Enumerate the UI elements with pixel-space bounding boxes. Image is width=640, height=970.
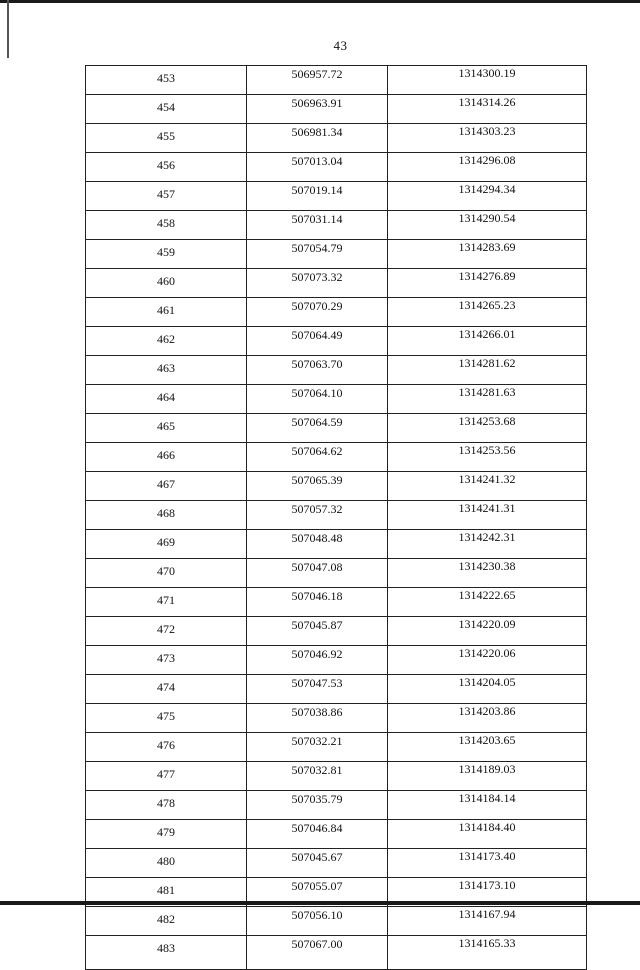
table-row xyxy=(86,733,587,762)
point-number-cell: 459 xyxy=(86,240,247,269)
table-row xyxy=(86,472,587,501)
x-coordinate-cell: 507032.21 xyxy=(247,733,388,762)
x-coordinate-cell: 507070.29 xyxy=(247,298,388,327)
coordinates-table xyxy=(85,65,587,970)
table-row xyxy=(86,646,587,675)
point-number-cell: 469 xyxy=(86,530,247,559)
point-number-cell: 454 xyxy=(86,95,247,124)
x-coordinate-cell: 507019.14 xyxy=(247,182,388,211)
x-coordinate-cell: 507067.00 xyxy=(247,936,388,970)
y-coordinate-cell: 1314296.08 xyxy=(388,153,587,182)
y-coordinate-cell: 1314294.34 xyxy=(388,182,587,211)
y-coordinate-cell: 1314281.63 xyxy=(388,385,587,414)
y-coordinate-cell: 1314253.68 xyxy=(388,414,587,443)
table-row xyxy=(86,182,587,211)
point-number-cell: 480 xyxy=(86,849,247,878)
y-coordinate-cell: 1314241.31 xyxy=(388,501,587,530)
point-number-cell: 473 xyxy=(86,646,247,675)
x-coordinate-cell: 507013.04 xyxy=(247,153,388,182)
table-row xyxy=(86,385,587,414)
table-row xyxy=(86,153,587,182)
table-row xyxy=(86,820,587,849)
point-number-cell: 479 xyxy=(86,820,247,849)
x-coordinate-cell: 507047.53 xyxy=(247,675,388,704)
table-row xyxy=(86,530,587,559)
y-coordinate-cell: 1314242.31 xyxy=(388,530,587,559)
x-coordinate-cell: 507047.08 xyxy=(247,559,388,588)
x-coordinate-cell: 507035.79 xyxy=(247,791,388,820)
point-number-cell: 453 xyxy=(86,66,247,95)
y-coordinate-cell: 1314241.32 xyxy=(388,472,587,501)
point-number-cell: 466 xyxy=(86,443,247,472)
table-row xyxy=(86,704,587,733)
top-scan-border xyxy=(0,0,640,3)
x-coordinate-cell: 507046.84 xyxy=(247,820,388,849)
page-number: 43 xyxy=(333,38,348,53)
y-coordinate-cell: 1314222.65 xyxy=(388,588,587,617)
point-number-cell: 464 xyxy=(86,385,247,414)
y-coordinate-cell: 1314203.65 xyxy=(388,733,587,762)
x-coordinate-cell: 507054.79 xyxy=(247,240,388,269)
point-number-cell: 478 xyxy=(86,791,247,820)
x-coordinate-cell: 507055.07 xyxy=(247,878,388,907)
table-row xyxy=(86,588,587,617)
x-coordinate-cell: 507045.87 xyxy=(247,617,388,646)
table-row xyxy=(86,443,587,472)
point-number-cell: 471 xyxy=(86,588,247,617)
table-row xyxy=(86,356,587,385)
point-number-cell: 462 xyxy=(86,327,247,356)
coordinates-table-body xyxy=(86,66,587,970)
point-number-cell: 463 xyxy=(86,356,247,385)
x-coordinate-cell: 507064.10 xyxy=(247,385,388,414)
point-number-cell: 457 xyxy=(86,182,247,211)
x-coordinate-cell: 506963.91 xyxy=(247,95,388,124)
x-coordinate-cell: 507056.10 xyxy=(247,907,388,936)
table-row xyxy=(86,95,587,124)
x-coordinate-cell: 507046.18 xyxy=(247,588,388,617)
y-coordinate-cell: 1314184.40 xyxy=(388,820,587,849)
table-row xyxy=(86,327,587,356)
point-number-cell: 482 xyxy=(86,907,247,936)
y-coordinate-cell: 1314167.94 xyxy=(388,907,587,936)
y-coordinate-cell: 1314290.54 xyxy=(388,211,587,240)
y-coordinate-cell: 1314173.10 xyxy=(388,878,587,907)
point-number-cell: 458 xyxy=(86,211,247,240)
x-coordinate-cell: 507032.81 xyxy=(247,762,388,791)
point-number-cell: 477 xyxy=(86,762,247,791)
point-number-cell: 461 xyxy=(86,298,247,327)
x-coordinate-cell: 507048.48 xyxy=(247,530,388,559)
x-coordinate-cell: 507063.70 xyxy=(247,356,388,385)
x-coordinate-cell: 507031.14 xyxy=(247,211,388,240)
x-coordinate-cell: 507065.39 xyxy=(247,472,388,501)
table-row xyxy=(86,675,587,704)
table-row xyxy=(86,66,587,95)
table-row xyxy=(86,617,587,646)
table-row xyxy=(86,269,587,298)
table-row xyxy=(86,414,587,443)
y-coordinate-cell: 1314266.01 xyxy=(388,327,587,356)
y-coordinate-cell: 1314204.05 xyxy=(388,675,587,704)
y-coordinate-cell: 1314265.23 xyxy=(388,298,587,327)
y-coordinate-cell: 1314203.86 xyxy=(388,704,587,733)
table-row xyxy=(86,791,587,820)
y-coordinate-cell: 1314314.26 xyxy=(388,95,587,124)
table-row xyxy=(86,211,587,240)
y-coordinate-cell: 1314300.19 xyxy=(388,66,587,95)
y-coordinate-cell: 1314283.69 xyxy=(388,240,587,269)
point-number-cell: 474 xyxy=(86,675,247,704)
table-row xyxy=(86,907,587,936)
x-coordinate-cell: 507057.32 xyxy=(247,501,388,530)
point-number-cell: 467 xyxy=(86,472,247,501)
point-number-cell: 460 xyxy=(86,269,247,298)
y-coordinate-cell: 1314189.03 xyxy=(388,762,587,791)
table-row xyxy=(86,849,587,878)
x-coordinate-cell: 507064.62 xyxy=(247,443,388,472)
table-row xyxy=(86,762,587,791)
point-number-cell: 476 xyxy=(86,733,247,762)
point-number-cell: 456 xyxy=(86,153,247,182)
y-coordinate-cell: 1314220.06 xyxy=(388,646,587,675)
point-number-cell: 483 xyxy=(86,936,247,970)
point-number-cell: 468 xyxy=(86,501,247,530)
table-row xyxy=(86,240,587,269)
x-coordinate-cell: 507045.67 xyxy=(247,849,388,878)
y-coordinate-cell: 1314230.38 xyxy=(388,559,587,588)
x-coordinate-cell: 507073.32 xyxy=(247,269,388,298)
y-coordinate-cell: 1314281.62 xyxy=(388,356,587,385)
y-coordinate-cell: 1314184.14 xyxy=(388,791,587,820)
point-number-cell: 470 xyxy=(86,559,247,588)
table-row xyxy=(86,298,587,327)
x-coordinate-cell: 506957.72 xyxy=(247,66,388,95)
y-coordinate-cell: 1314173.40 xyxy=(388,849,587,878)
y-coordinate-cell: 1314303.23 xyxy=(388,124,587,153)
table-row xyxy=(86,936,587,970)
point-number-cell: 472 xyxy=(86,617,247,646)
table-row xyxy=(86,124,587,153)
y-coordinate-cell: 1314220.09 xyxy=(388,617,587,646)
x-coordinate-cell: 507064.59 xyxy=(247,414,388,443)
table-row xyxy=(86,501,587,530)
y-coordinate-cell: 1314253.56 xyxy=(388,443,587,472)
x-coordinate-cell: 507064.49 xyxy=(247,327,388,356)
bottom-scan-border xyxy=(0,901,640,905)
table-row xyxy=(86,559,587,588)
point-number-cell: 455 xyxy=(86,124,247,153)
point-number-cell: 481 xyxy=(86,878,247,907)
x-coordinate-cell: 506981.34 xyxy=(247,124,388,153)
point-number-cell: 475 xyxy=(86,704,247,733)
x-coordinate-cell: 507038.86 xyxy=(247,704,388,733)
x-coordinate-cell: 507046.92 xyxy=(247,646,388,675)
point-number-cell: 465 xyxy=(86,414,247,443)
y-coordinate-cell: 1314276.89 xyxy=(388,269,587,298)
y-coordinate-cell: 1314165.33 xyxy=(388,936,587,970)
